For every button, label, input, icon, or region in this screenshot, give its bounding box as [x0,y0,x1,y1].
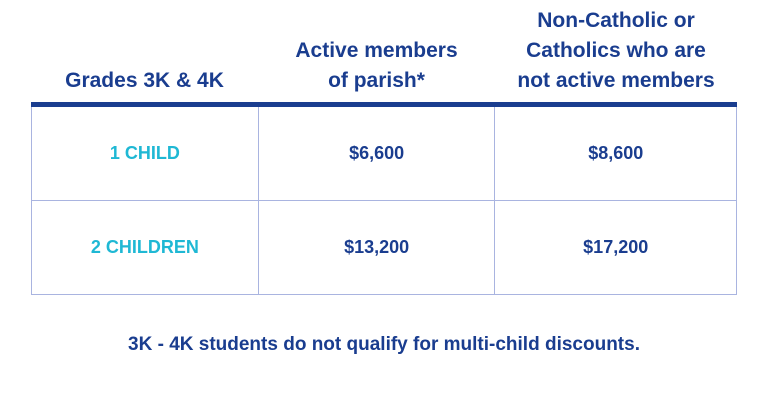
row-label: 2 CHILDREN [32,201,259,295]
header-active-line-1: Active members [295,39,458,62]
row-label: 1 CHILD [32,107,259,201]
price-active: $6,600 [258,107,495,201]
price-active: $13,200 [258,201,495,295]
tuition-table [31,0,737,295]
header-active-members [258,0,495,102]
header-grades-label: Grades 3K & 4K [65,69,224,92]
tuition-body [31,107,737,295]
table-row [32,201,737,295]
price-non-active: $17,200 [495,201,737,295]
footnote: 3K - 4K students do not qualify for multi-child discounts. [128,334,640,355]
header-active-members-label [295,36,457,96]
header-non-active-line-2: Catholics who are [526,39,706,62]
header-grades [31,0,258,102]
header-non-active-label [517,6,714,96]
price-non-active: $8,600 [495,107,737,201]
table-row [32,107,737,201]
table-header [31,0,737,102]
header-active-line-2: of parish* [328,69,425,92]
header-non-active [495,0,737,102]
header-non-active-line-1: Non-Catholic or [537,9,695,32]
header-non-active-line-3: not active members [517,69,715,92]
